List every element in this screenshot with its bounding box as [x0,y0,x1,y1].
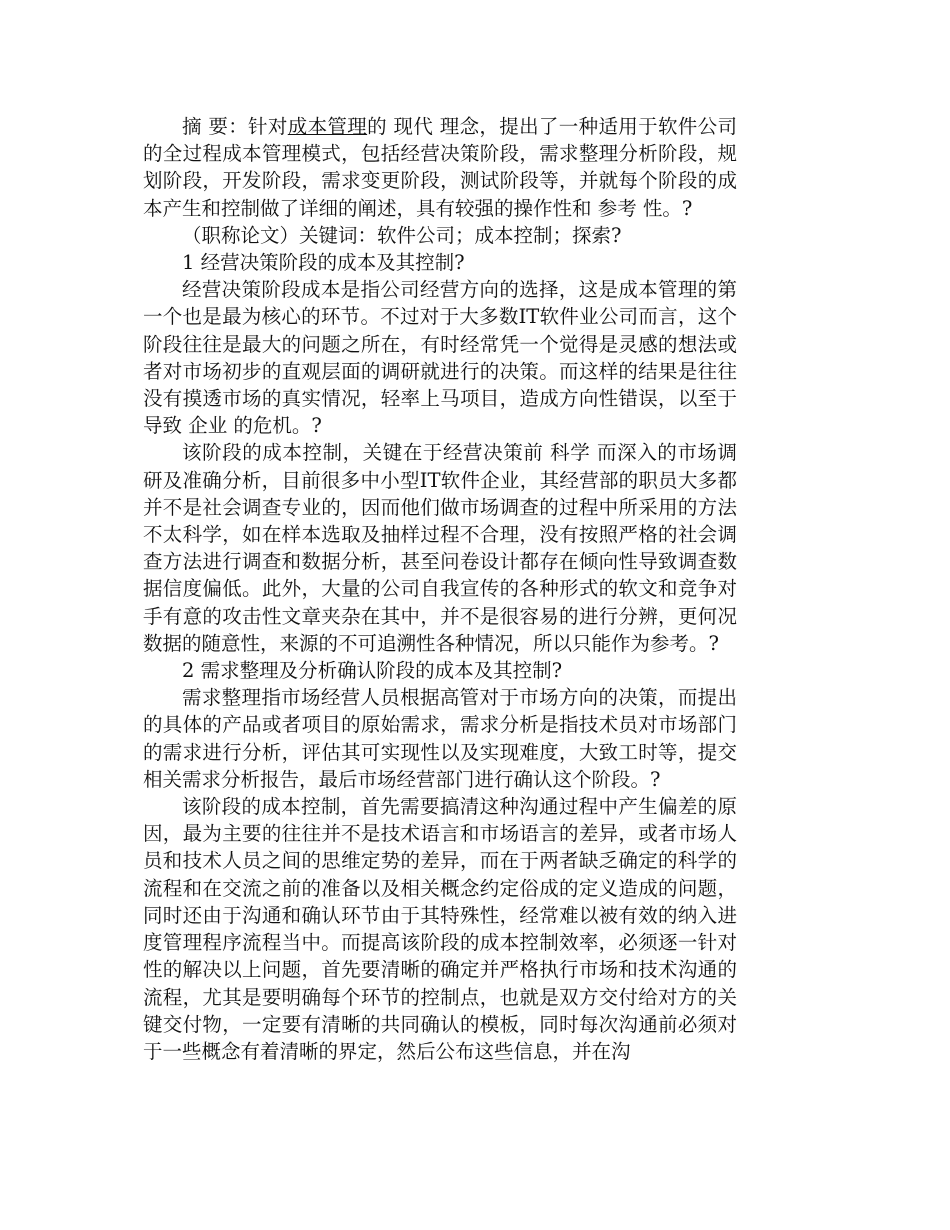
section-2-heading: 2 需求整理及分析确认阶段的成本及其控制? [182,659,563,683]
abstract-paragraph [143,113,737,222]
section-1-paragraph-2: 该阶段的成本控制，关键在于经营决策前 科学 而深入的市场调研及准确分析，目前很多中小型IT软件企业，其经营部的职员大多都并不是社会调查专业的，因而他们做市场调查的过程中所采用的方法不太科学，如在样本选取及抽样过程不合理，没有按照严格的社会调查方法进行调查和数据分析，甚至问卷设计都存在倾向性导致调查数据信度偏低。此外，大量的公司自我宣传的各种形式的软文和竞争对手有意的攻击性文章夹杂在其中，并不是很容易的进行分辨，更何况数据的随意性，来源的不可追溯性各种情况，所以只能作为参考。? [143,441,737,655]
section-1-heading: 1 经营决策阶段的成本及其控制? [182,251,465,275]
document-body [143,113,737,1065]
abstract-suffix: 的 现代 理念，提出了一种适用于软件公司的全过程成本管理模式，包括经营决策阶段，需求整理分析阶段，规划阶段，开发阶段，需求变更阶段，测试阶段等，并就每个阶段的成本产生和控制做了详细的阐述，具有较强的操作性和 参考 性。? [143,115,737,220]
keywords-line: （职称论文）关键词：软件公司；成本控制；探索? [182,223,622,247]
cost-management-link[interactable]: 成本管理 [287,115,368,138]
section-2-paragraph-1: 需求整理指市场经营人员根据高管对于市场方向的决策，而提出的具体的产品或者项目的原始需求，需求分析是指技术员对市场部门的需求进行分析，评估其可实现性以及实现难度，大致工时等，提交相关需求分析报告，最后市场经营部门进行确认这个阶段。? [143,686,737,791]
section-1-paragraph-1: 经营决策阶段成本是指公司经营方向的选择，这是成本管理的第一个也是最为核心的环节。不过对于大多数IT软件业公司而言，这个阶段往往是最大的问题之所在，有时经常凭一个觉得是灵感的想法或者对市场初步的直观层面的调研就进行的决策。而这样的结果是往往没有摸透市场的真实情况，轻率上马项目，造成方向性错误，以至于导致 企业 的危机。? [143,278,737,438]
abstract-prefix: 摘 要：针对 [182,115,288,138]
section-2-paragraph-2: 该阶段的成本控制，首先需要搞清这种沟通过程中产生偏差的原因，最为主要的往往并不是技术语言和市场语言的差异，或者市场人员和技术人员之间的思维定势的差异，而在于两者缺乏确定的科学的流程和在交流之前的准备以及相关概念约定俗成的定义造成的问题，同时还由于沟通和确认环节由于其特殊性，经常难以被有效的纳入进度管理程序流程当中。而提高该阶段的成本控制效率，必须逐一针对性的解决以上问题，首先要清晰的确定并严格执行市场和技术沟通的流程，尤其是要明确每个环节的控制点，也就是双方交付给对方的关键交付物，一定要有清晰的共同确认的模板，同时每次沟通前必须对于一些概念有着清晰的界定，然后公布这些信息，并在沟 [143,795,737,1063]
